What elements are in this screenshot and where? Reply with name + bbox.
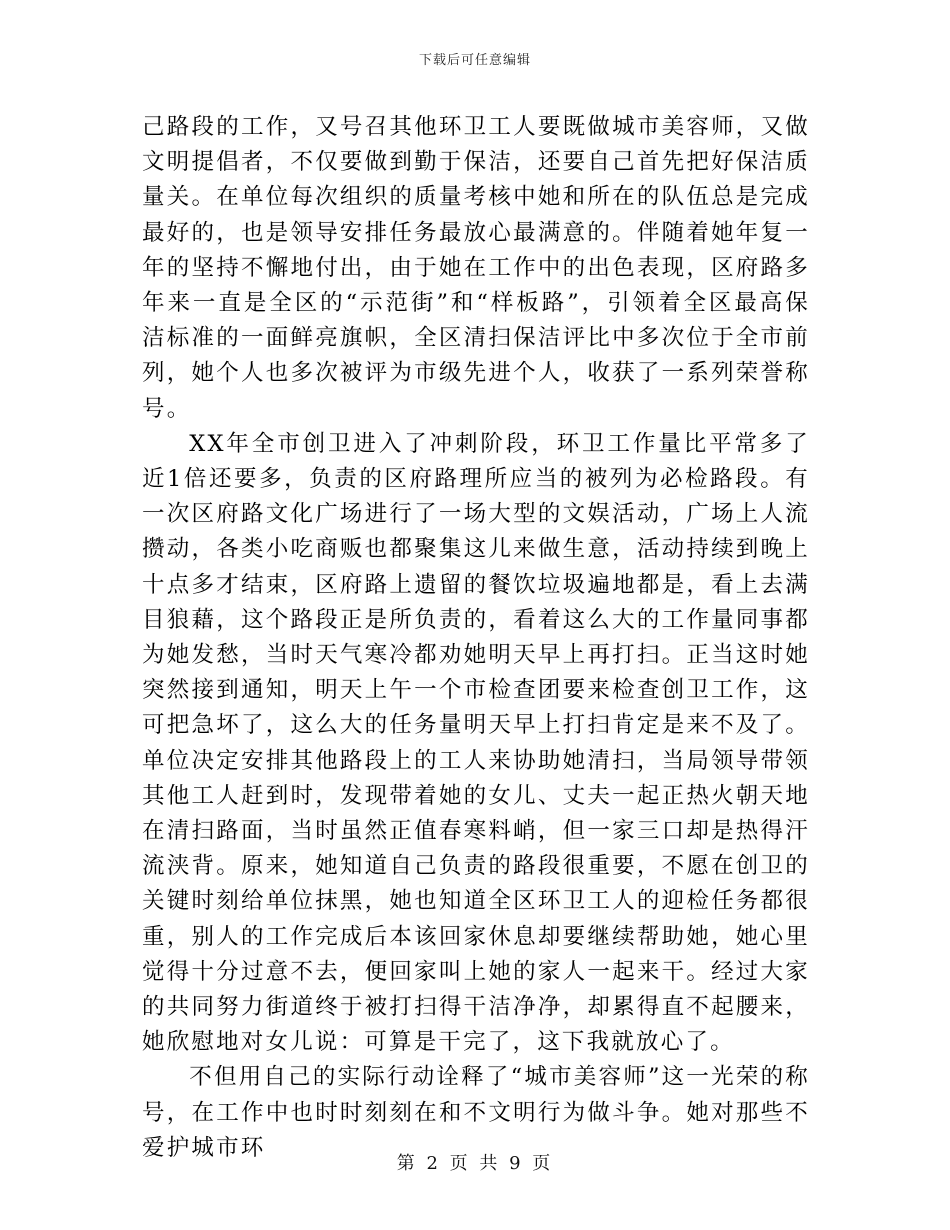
document-body — [142, 110, 810, 1166]
page-header: 下载后可任意编辑 — [418, 53, 531, 68]
paragraph-1: 己路段的工作，又号召其他环卫工人要既做城市美容师，又做文明提倡者，不仅要做到勤于保洁，还要自己首先把好保洁质量关。在单位每次组织的质量考核中她和所在的队伍总是完成最好的，也是领导安排任务最放心最满意的。伴随着她年复一年的坚持不懈地付出，由于她在工作中的出色表现，区府路多年来一直是全区的“示范街”和“样板路”，引领着全区最高保洁标准的一面鲜亮旗帜，全区清扫保洁评比中多次位于全市前列，她个人也多次被评为市级先进个人，收获了一系列荣誉称号。 — [142, 114, 810, 422]
page-number-footer: 第 2 页 共 9 页 — [396, 1153, 554, 1174]
paragraph-2: XX年全市创卫进入了冲刺阶段，环卫工作量比平常多了近1倍还要多，负责的区府路理所应当的被列为必检路段。有一次区府路文化广场进行了一场大型的文娱活动，广场上人流攒动，各类小吃商贩也都聚集这儿来做生意，活动持续到晚上十点多才结束，区府路上遗留的餐饮垃圾遍地都是，看上去满目狼藉，这个路段正是所负责的，看着这么大的工作量同事都为她发愁，当时天气寒冷都劝她明天早上再打扫。正当这时她突然接到通知，明天上午一个市检查团要来检查创卫工作，这可把急坏了，这么大的任务量明天早上打扫肯定是来不及了。单位决定安排其他路段上的工人来协助她清扫，当局领导带领其他工人赶到时，发现带着她的女儿、丈夫一起正热火朝天地在清扫路面，当时虽然正值春寒料峭，但一家三口却是热得汗流浃背。原来，她知道自己负责的路段很重要，不愿在创卫的关键时刻给单位抹黑，她也知道全区环卫工人的迎检任务都很重，别人的工作完成后本该回家休息却要继续帮助她，她心里觉得十分过意不去，便回家叫上她的家人一起来干。经过大家的共同努力街道终于被打扫得干洁净净，却累得直不起腰来，她欣慰地对女儿说：可算是干完了，这下我就放心了。 — [142, 430, 810, 1056]
paragraph-3: 不但用自己的实际行动诠释了“城市美容师”这一光荣的称号，在工作中也时时刻刻在和不文明行为做斗争。她对那些不爱护城市环 — [142, 1064, 810, 1161]
